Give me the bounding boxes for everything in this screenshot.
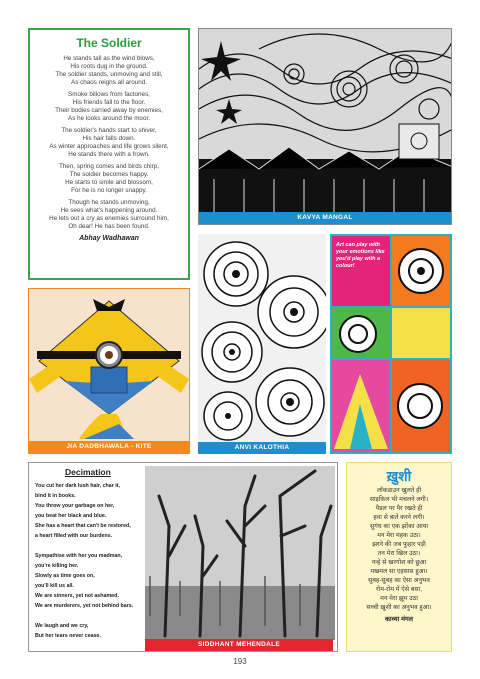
photo-siddhant-mehendale — [145, 466, 335, 640]
poem-line: As he looks around the moor. — [68, 115, 150, 122]
khushi-line: हवा से बातें करने लगी। — [373, 514, 425, 521]
poem-line: Oh dear! He has been found. — [68, 223, 150, 230]
poem-line: As winter approaches and life grows silent, — [49, 143, 169, 150]
khushi-line: मखमल सा एहसास हुआ। — [370, 568, 428, 575]
poem-stanzas — [36, 55, 182, 231]
zentangle-drawing — [199, 29, 452, 214]
khushi-line: तन मेरा खिल उठा। — [377, 550, 421, 557]
caption-kavya-mangal: KAVYA MANGAL — [199, 212, 451, 224]
caption-minion-kite: JIA DADBHAWALA - KITE — [29, 441, 189, 453]
decimation-line: you're killing her. — [35, 563, 79, 569]
khushi-title: ख़ुशी — [386, 468, 412, 484]
poem-line: The soldier becomes happy. — [69, 171, 149, 178]
page-number: 193 — [233, 657, 247, 666]
decimation-line: She has a heart that can't be restored, — [35, 523, 131, 529]
decimation-line: We laugh and we cry, — [35, 623, 89, 629]
poem-line: His friends fall to the floor. — [72, 99, 146, 106]
decimation-line: Sympathise with her you madman, — [35, 553, 123, 559]
decimation-line: you beat her black and blue. — [35, 513, 107, 519]
poem-line: Though he stands unmoving, — [68, 199, 150, 206]
decimation-line: Slowly as time goes on, — [35, 573, 95, 579]
poem-line: As chaos reigns all around. — [71, 79, 147, 86]
poem-title: The Soldier — [76, 36, 142, 50]
poem-stanza — [36, 199, 182, 231]
mandala-drawing — [198, 234, 326, 442]
poem-line: Then, spring comes and birds chirp, — [58, 163, 160, 170]
poem-line: He sees what's happening around. — [60, 207, 158, 214]
khushi-line: पैडल पर पैर रखते ही — [375, 505, 423, 512]
khushi-line: सुगंध का एक झोंका आया — [369, 523, 429, 530]
poem-card-the-soldier — [28, 28, 190, 280]
poem-stanza — [36, 163, 182, 195]
khushi-line: रोम-रोम में ऐसे बसा, — [375, 586, 423, 593]
poem-stanza — [36, 91, 182, 123]
decimation-line: you'll kill us all. — [35, 583, 74, 589]
decimation-title: Decimation — [65, 467, 111, 477]
poem-line: His hair falls down. — [82, 135, 136, 142]
decimation-line: bind it in books. — [35, 493, 76, 499]
khushi-line: सुबह-सुबह का ऐसा अनुभव — [368, 577, 430, 584]
poem-author: Abhay Wadhawan — [79, 235, 139, 242]
khushi-line: मन मेरा महक उठा। — [377, 532, 421, 539]
poem-line: Their bodies carried away by enemies, — [55, 107, 163, 114]
decimation-line: We are murderers, yet not behind bars. — [35, 603, 134, 609]
poem-line: He stands tall as the wind blows, — [63, 55, 155, 62]
khushi-line: लॉकडाउन खुलते ही — [376, 487, 422, 494]
poem-line: The soldier stands, unmoving and still, — [55, 71, 163, 78]
poem-card-decimation — [28, 462, 338, 652]
poem-line: Smoke billows from factories, — [68, 91, 150, 98]
poem-card-khushi — [346, 462, 452, 652]
khushi-line: झरने की जब फुहार पड़ी — [372, 541, 426, 548]
khushi-line: मन मेरा झूम उठा — [380, 595, 418, 602]
poem-line: His roots dug in the ground. — [70, 63, 148, 70]
khushi-author: काव्या मंगल — [384, 616, 414, 623]
poem-line: The soldier's hands start to shiver, — [61, 127, 157, 134]
painting-quote: Art can play with your emotions like you'd play with a colour! — [336, 242, 385, 269]
poem-line: He lets out a cry as enemies surround him, — [49, 215, 169, 222]
artwork-minion-kite — [28, 288, 190, 454]
caption-siddhant-mehendale: SIDDHANT MEHENDALE — [145, 639, 333, 651]
poem-stanza — [36, 127, 182, 159]
artwork-colorful-painting — [330, 234, 452, 454]
artwork-anvi-kalothia — [198, 234, 326, 454]
minion-kite-drawing — [29, 289, 189, 441]
decimation-line: a heart filled with our burdens. — [35, 533, 113, 539]
khushi-line: साइकिल भी मचलने लगी। — [369, 496, 429, 503]
khushi-line: सच्ची ख़ुशी का अनुभव हुआ। — [366, 604, 432, 611]
poem-stanza — [36, 55, 182, 87]
decimation-line: But her tears never cease. — [35, 633, 101, 639]
khushi-line: नन्हे से खरगोश को छुआ — [371, 559, 427, 566]
poem-line: He starts to smile and blossom, — [65, 179, 153, 186]
poem-line: He stands there with a frown. — [68, 151, 150, 158]
caption-anvi-kalothia: ANVI KALOTHIA — [198, 442, 326, 454]
artwork-kavya-mangal — [198, 28, 452, 225]
barren-trees-photo — [145, 466, 335, 640]
decimation-line: You cut her dark lush hair, char it, — [35, 483, 120, 489]
decimation-line: We are sinners, yet not ashamed. — [35, 593, 119, 599]
poem-line: For he is no longer snappy. — [71, 187, 147, 194]
decimation-line: You throw your garbage on her, — [35, 503, 115, 509]
khushi-lines — [347, 486, 451, 612]
